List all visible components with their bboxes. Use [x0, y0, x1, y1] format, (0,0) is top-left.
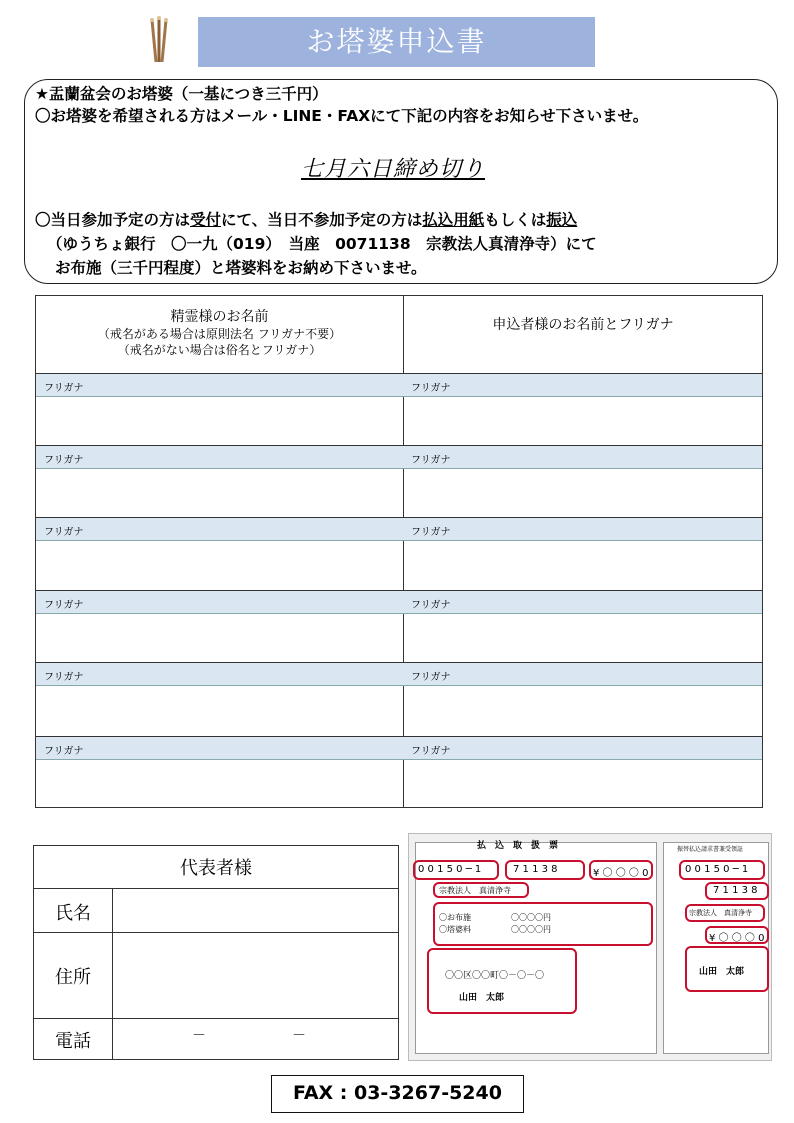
table-row — [36, 445, 762, 469]
reception-text: 受付 — [190, 211, 222, 229]
table-row — [36, 590, 762, 614]
table-row — [36, 373, 762, 397]
slip-title: 払 込 取 扱 票 — [477, 841, 559, 851]
slip-account-number: 0 0 1 5 0 ─ 1 — [418, 864, 482, 875]
table-row — [36, 736, 762, 760]
deceased-name-note-1: （戒名がある場合は原則法名 フリガナ不要） — [97, 327, 342, 341]
table-row — [36, 662, 762, 686]
applicant-name-header — [404, 296, 762, 373]
notice-line-4: （ゆうちょ銀行 〇一九（019） 当座 0071138 宗教法人真清浄寺）にて — [47, 235, 597, 253]
furigana-label: フリガナ — [44, 455, 84, 466]
name-row — [34, 888, 398, 932]
notice-line-1: ★盂蘭盆会のお塔婆（一基につき三千円） — [35, 85, 328, 103]
furigana-label: フリガナ — [44, 746, 84, 757]
representative-title: 代表者様 — [180, 858, 252, 879]
phone-row — [34, 1018, 398, 1060]
slip-payee: 宗教法人 真清浄寺 — [439, 886, 511, 895]
furigana-label: フリガナ — [44, 600, 84, 611]
phone-dash: － — [292, 1028, 306, 1044]
name-label: 氏名 — [55, 903, 91, 924]
slip-amount: ¥ 〇 〇 〇 0 — [593, 868, 649, 879]
receipt-amount: ¥ 〇 〇 〇 0 — [709, 933, 765, 944]
payment-slip-text: 払込用紙 — [422, 211, 485, 229]
slip-address-box — [427, 948, 577, 1014]
representative-table — [33, 845, 399, 1060]
furigana-label: フリガナ — [411, 600, 451, 611]
payment-slip-example — [408, 833, 772, 1061]
table-row — [36, 517, 762, 541]
notice-line-3-a: 〇当日参加予定の方は — [35, 211, 191, 229]
receipt-name: 山田 太郎 — [699, 967, 745, 977]
deceased-name-note-2: （戒名がない場合は俗名とフリガナ） — [117, 343, 322, 357]
fax-number: FAX : 03-3267-5240 — [271, 1075, 524, 1113]
notice-box — [24, 79, 778, 284]
deadline-text: 七月六日締め切り — [301, 157, 486, 182]
notice-line-5: お布施（三千円程度）と塔婆料をお納め下さいませ。 — [55, 259, 427, 277]
furigana-label: フリガナ — [411, 527, 451, 538]
notice-line-3-b: にて、当日不参加予定の方は — [221, 211, 423, 229]
notice-line-3-c: もしくは — [484, 211, 547, 229]
slip-item-2: 〇塔婆料 — [439, 925, 471, 934]
furigana-label: フリガナ — [411, 455, 451, 466]
furigana-label: フリガナ — [411, 383, 451, 394]
slip-address: 〇〇区〇〇町〇－〇－〇 — [445, 971, 545, 981]
address-row — [34, 932, 398, 1018]
furigana-label: フリガナ — [44, 383, 84, 394]
bank-transfer-text: 振込 — [546, 211, 578, 229]
phone-label: 電話 — [55, 1031, 91, 1052]
furigana-label: フリガナ — [411, 672, 451, 683]
slip-item-1-amount: 〇〇〇〇円 — [511, 913, 551, 922]
furigana-label: フリガナ — [44, 672, 84, 683]
incense-sticks-icon — [144, 16, 174, 66]
receipt-account-number: 0 0 1 5 0 ─ 1 — [685, 864, 749, 875]
phone-dash: － — [192, 1028, 206, 1044]
furigana-label: フリガナ — [44, 527, 84, 538]
deceased-name-header — [36, 296, 404, 373]
furigana-label: フリガナ — [411, 746, 451, 757]
notice-line-2: 〇お塔婆を希望される方はメール・LINE・FAXにて下記の内容をお知らせ下さいませ。 — [35, 107, 649, 125]
slip-item-2-amount: 〇〇〇〇円 — [511, 925, 551, 934]
name-table — [35, 295, 763, 808]
receipt-payee: 宗教法人 真清浄寺 — [689, 909, 752, 917]
slip-receipt-title: 振替払込請求書兼受領証 — [677, 846, 744, 853]
notice-line-3 — [35, 208, 577, 230]
page-title: お塔婆申込書 — [198, 17, 595, 67]
applicant-name-title: 申込者様のお名前とフリガナ — [492, 317, 674, 333]
slip-account-number-2: 7 1 1 3 8 — [513, 864, 558, 875]
address-label: 住所 — [55, 967, 91, 988]
receipt-account-number-2: 7 1 1 3 8 — [713, 885, 758, 896]
slip-item-1: 〇お布施 — [439, 913, 471, 922]
slip-name: 山田 太郎 — [459, 993, 505, 1003]
deceased-name-title: 精霊様のお名前 — [170, 309, 269, 325]
